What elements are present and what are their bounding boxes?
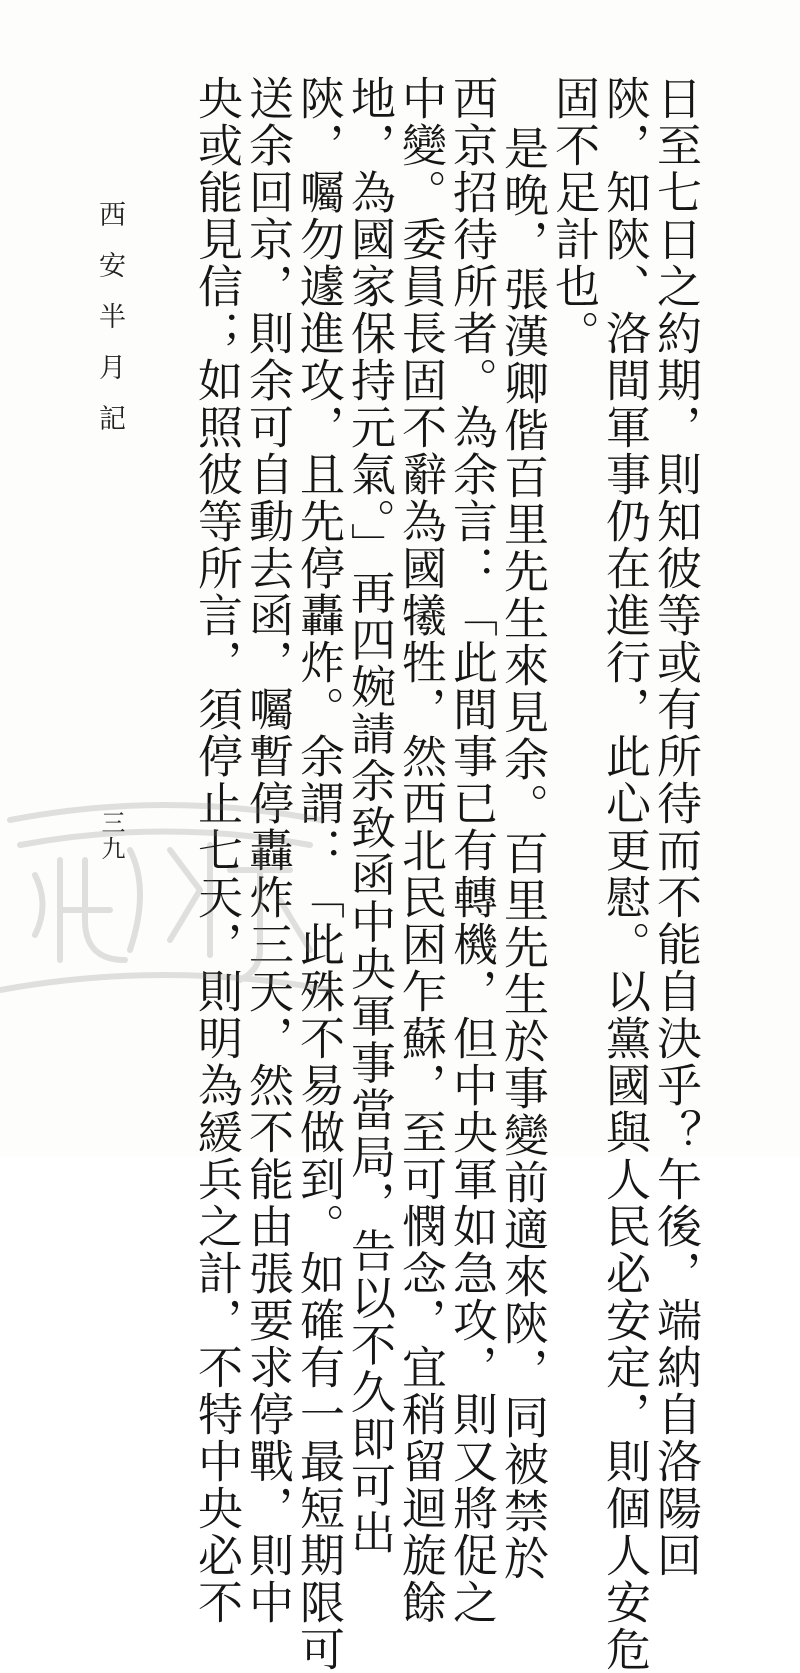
text-column-10: 央或能見信；如照彼等所言，須停止七天，則明為緩兵之計，不特中央必不 — [190, 75, 243, 1626]
text-column-6: 中變。委員長固不辭為國犧牲，然西北民困乍蘇，至可憫念，宜稍留迴旋餘 — [394, 75, 447, 1626]
running-title: 西安半月記 — [94, 200, 125, 455]
text-column-7: 地，為國家保持元氣。」再四婉請余致函中央軍事當局，告以不久即可出 — [343, 75, 396, 1557]
text-column-8: 陝，囑勿遽進攻，且先停轟炸。余謂：「此殊不易做到。如確有一最短期限可 — [292, 75, 345, 1673]
text-column-3: 固不足計也。 — [547, 75, 600, 357]
text-column-4: 是晚，張漢卿偕百里先生來見余。百里先生於事變前適來陝，同被禁於 — [496, 125, 549, 1582]
text-column-1: 日至七日之約期，則知彼等或有所待而不能自決乎？午後，端納自洛陽回 — [649, 75, 702, 1579]
text-column-5: 西京招待所者。為余言：「此間事已有轉機，但中央軍如急攻，則又將促之 — [445, 75, 498, 1626]
page-number: 三九 — [97, 810, 125, 862]
text-column-2: 陝，知陝、洛間軍事仍在進行，此心更慰。以黨國與人民必安定，則個人安危 — [598, 75, 651, 1673]
publisher-seal-icon — [0, 790, 330, 1000]
text-column-9: 送余回京，則余可自動去函，囑暫停轟炸三天，然不能由張要求停戰，則中 — [241, 75, 294, 1626]
